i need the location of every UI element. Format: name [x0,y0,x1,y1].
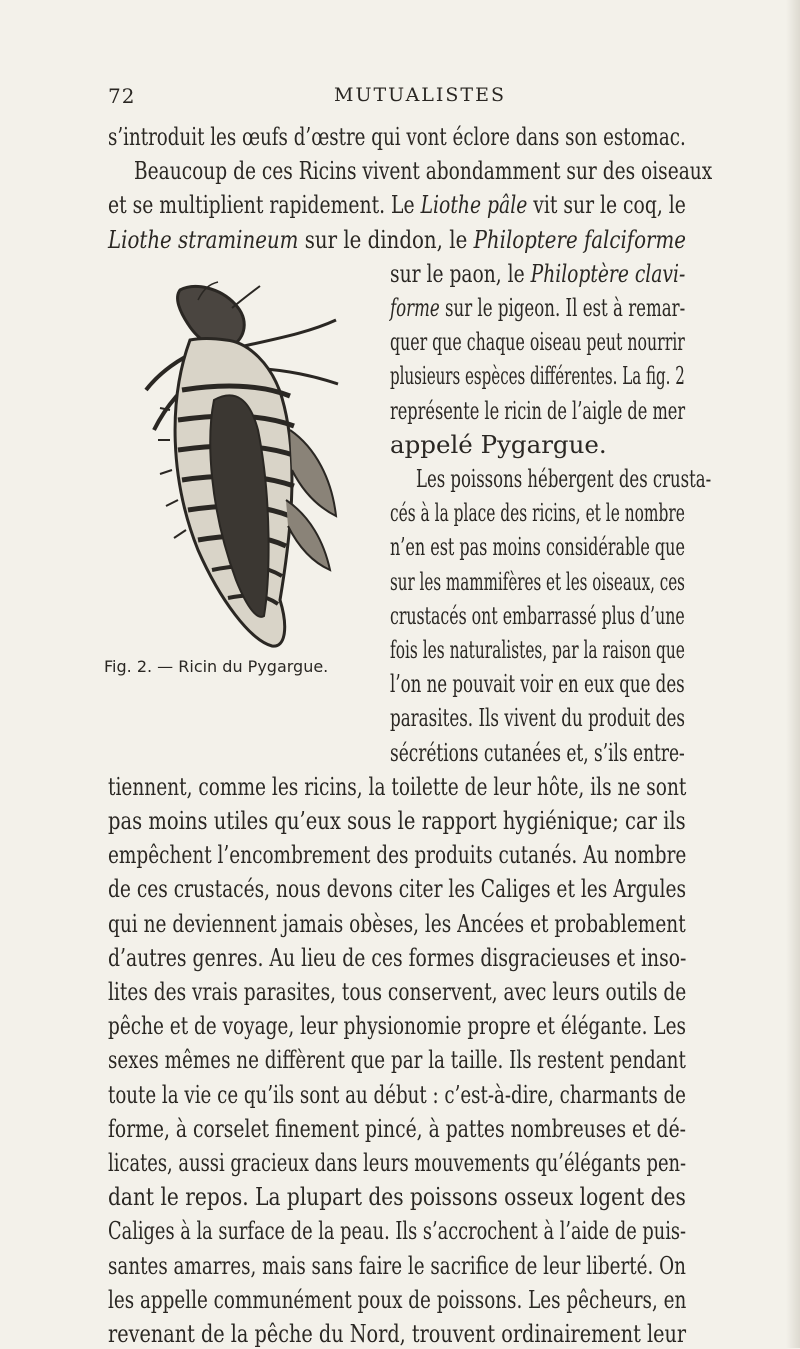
running-title: MUTUALISTES [334,84,506,106]
text-line: lites des vrais parasites, tous conservent, avec leurs outils de [108,977,687,1006]
text-line: de ces crustacés, nous devons citer les Caliges et les Argules [108,874,687,904]
text-line: Liothe stramineum sur le dindon, le Philoptere falciforme [108,224,686,254]
parasite-louse-illustration [140,280,380,650]
text-line: sexes mêmes ne diffèrent que par la taille. Ils restent pendant [108,1045,686,1075]
text-line: parasites. Ils vivent du produit des [390,703,685,733]
text-line: cés à la place des ricins, et le nombre [390,498,685,528]
text-line: pas moins utiles qu’eux sous le rapport hygiénique; car ils [108,806,686,835]
text-line: et se multiplient rapidement. Le Liothe pâle vit sur le coq, le [108,190,686,220]
text-line: crustacés ont embarrassé plus d’une [390,600,685,630]
text-line: l’on ne pouvait voir en eux que des [390,669,685,699]
text-line: licates, aussi gracieux dans leurs mouvements qu’élégants pen- [108,1148,687,1177]
text-line: s’introduit les œufs d’œstre qui vont éclore dans son estomac. [108,122,686,151]
figure-caption: Fig. 2. — Ricin du Pygargue. [104,657,329,676]
text-line: sur le paon, le Philoptère clavi- [390,258,686,288]
text-line: empêchent l’encombrement des produits cutanés. Au nombre [108,840,687,870]
text-line: n’en est pas moins considérable que [390,532,685,562]
text-line: Les poissons hébergent des crusta- [416,464,712,493]
text-line: revenant de la pêche du Nord, trouvent ordinairement leur [108,1319,687,1348]
text-line: pêche et de voyage, leur physionomie propre et élégante. Les [108,1011,686,1041]
text-line: qui ne deviennent jamais obèses, les Ancées et probablement [108,908,686,938]
text-line: plusieurs espèces différentes. La fig. 2 [390,361,685,391]
text-line: tiennent, comme les ricins, la toilette de leur hôte, ils ne sont [108,771,687,801]
text-line: forme sur le pigeon. Il est à remar- [390,293,686,322]
text-line: forme, à corselet finement pincé, à pattes nombreuses et dé- [108,1113,687,1143]
text-line: sur les mammifères et les oiseaux, ces [390,566,685,596]
page-number: 72 [108,84,136,108]
text-line: Beaucoup de ces Ricins vivent abondamment sur des oiseaux [134,156,713,186]
text-line: quer que chaque oiseau peut nourrir [390,327,685,357]
text-line: appelé Pygargue. [390,429,607,459]
text-line: représente le ricin de l’aigle de mer [390,395,686,425]
text-line: Caliges à la surface de la peau. Ils s’accrochent à l’aide de puis- [108,1216,686,1246]
text-line: sécrétions cutanées et, s’ils entre- [390,737,685,767]
text-line: fois les naturalistes, par la raison que [390,635,685,664]
text-line: les appelle communément poux de poissons. Les pêcheurs, en [108,1284,687,1314]
text-line: toute la vie ce qu’ils sont au début : c’est-à-dire, charmants de [108,1079,686,1109]
text-line: santes amarres, mais sans faire le sacrifice de leur liberté. On [108,1250,686,1280]
text-line: dant le repos. La plupart des poissons osseux logent des [108,1182,686,1212]
page-edge-shadow [786,0,800,1348]
text-line: d’autres genres. Au lieu de ces formes disgracieuses et inso- [108,942,687,972]
